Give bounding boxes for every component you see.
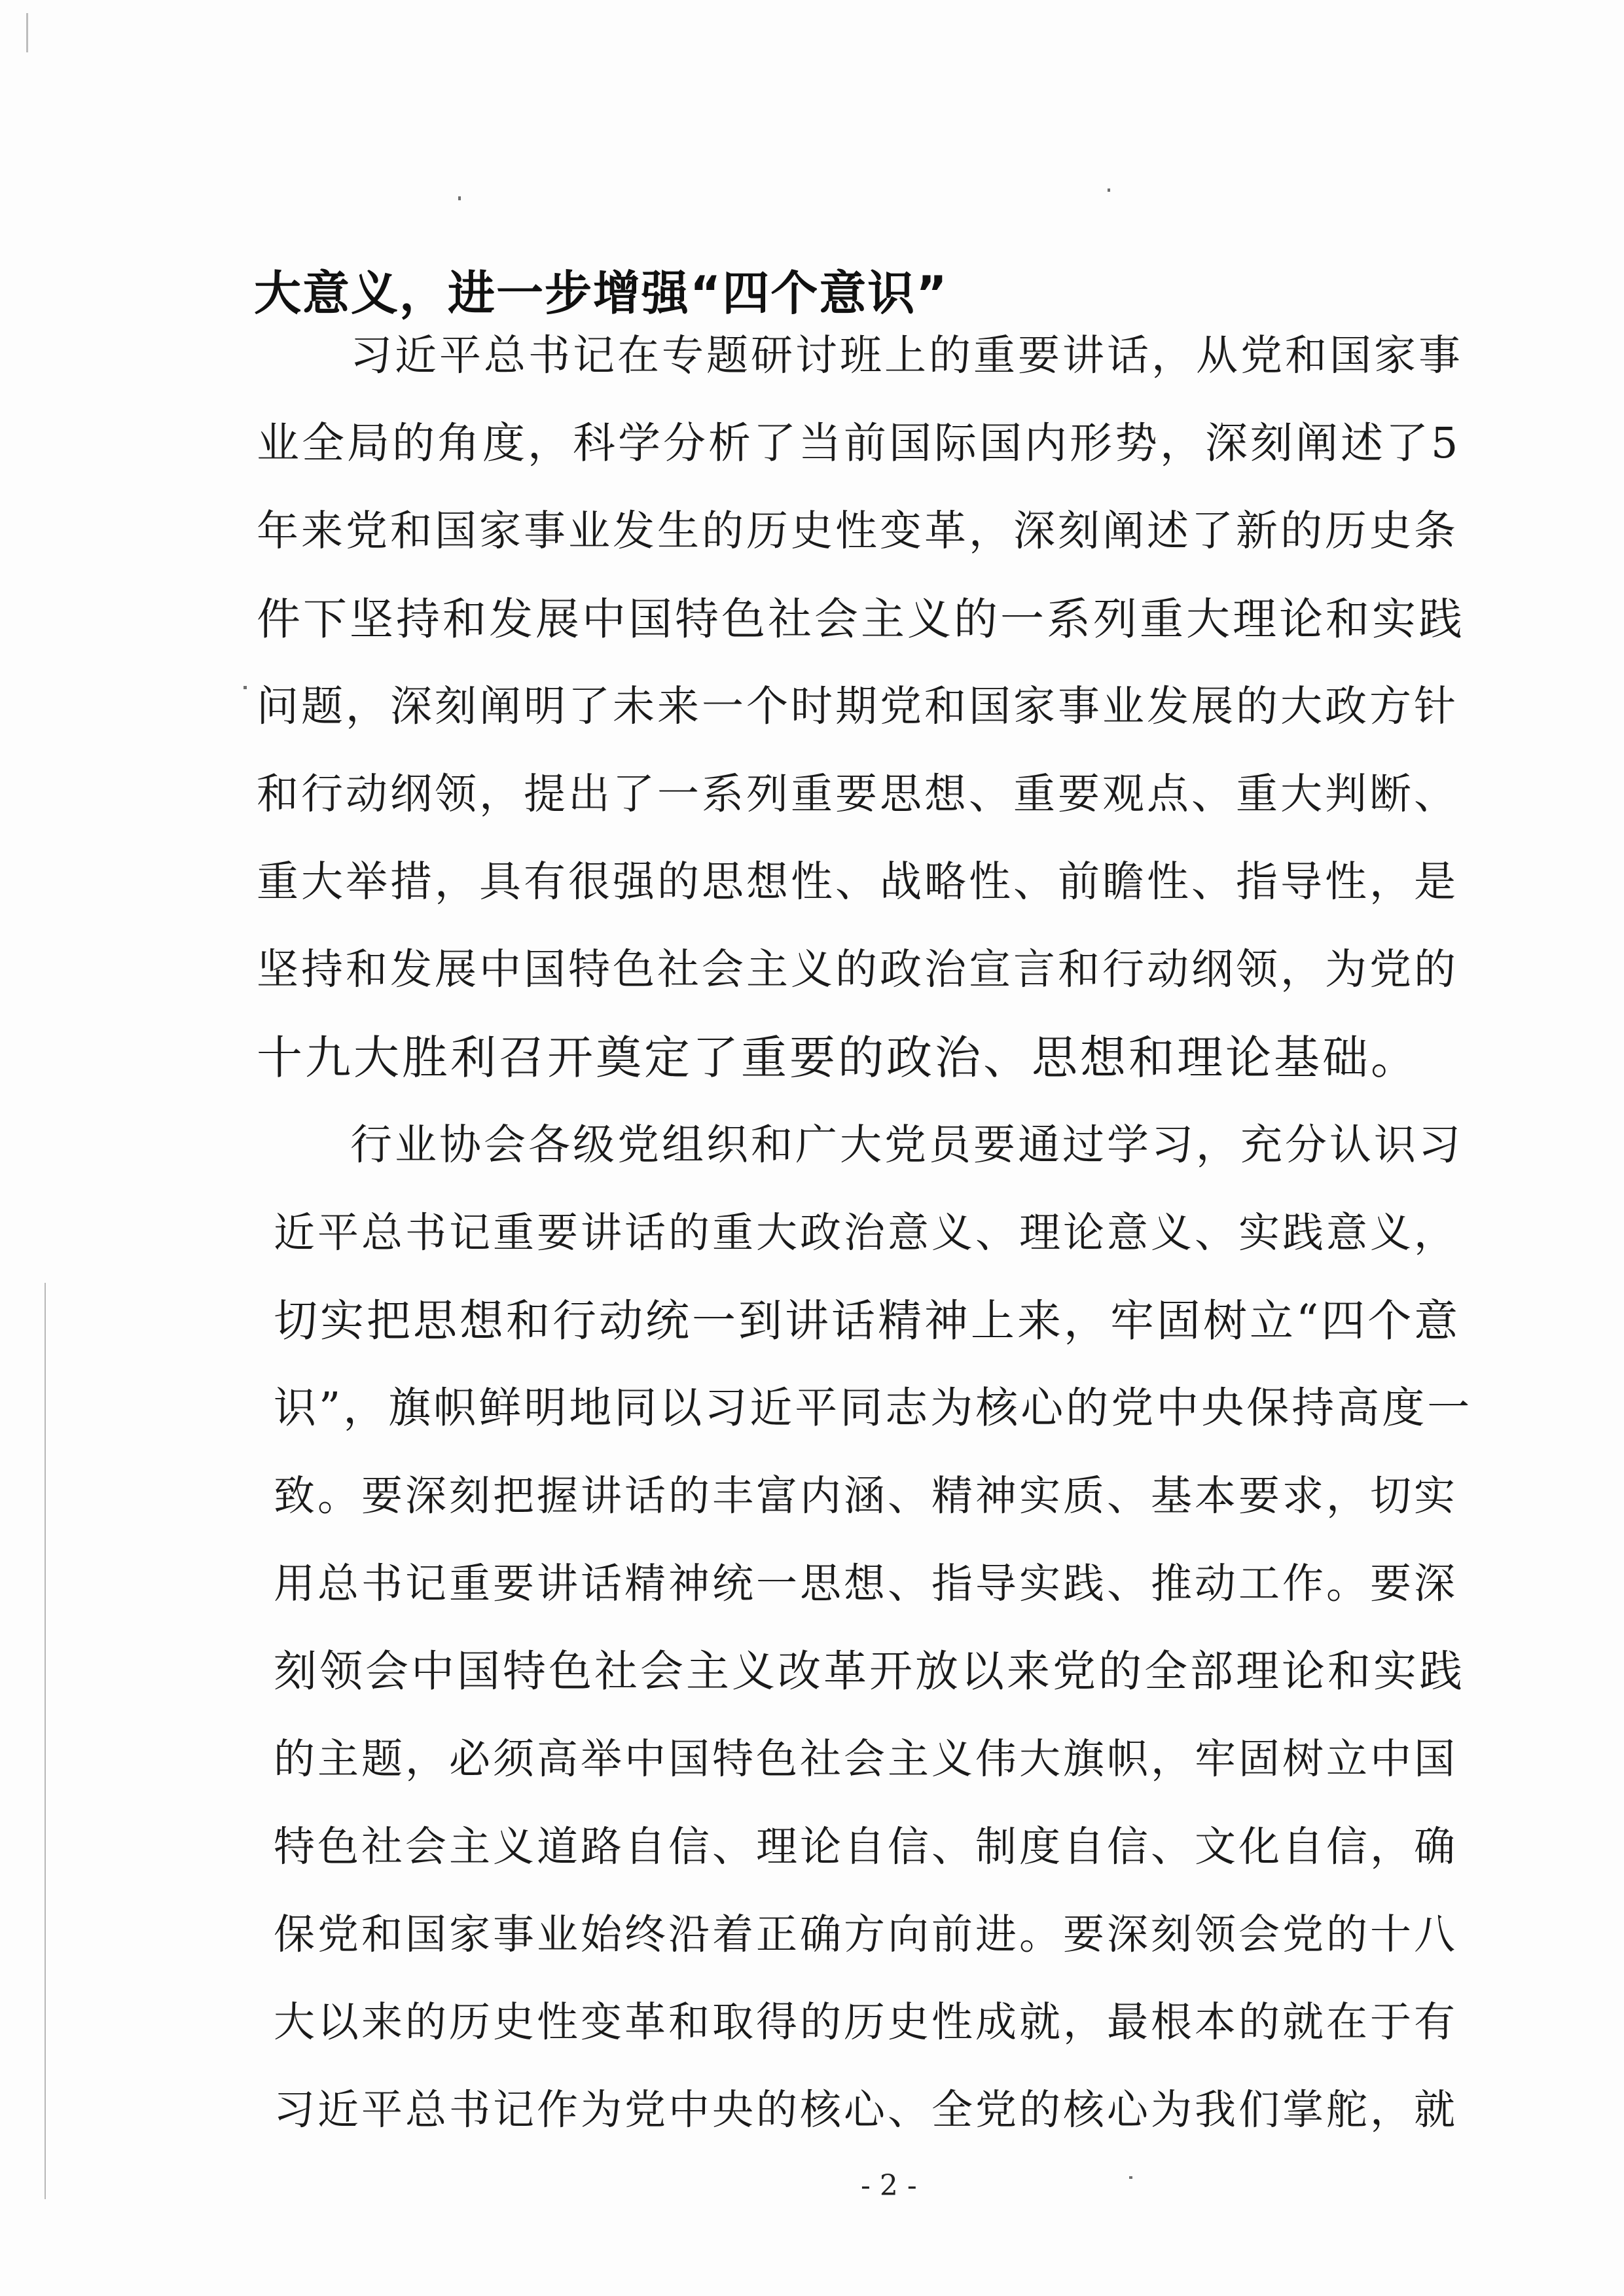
- paragraph-1-line-5: 问题，深刻阐明了未来一个时期党和国家事业发展的大政方针: [257, 683, 1458, 731]
- paragraph-2-line-9: 特色社会主义道路自信、理论自信、制度自信、文化自信，确: [274, 1823, 1458, 1871]
- paragraph-1-line-9: 十九大胜利召开奠定了重要的政治、思想和理论基础。: [257, 1031, 1419, 1085]
- paragraph-2-line-10: 保党和国家事业始终沿着正确方向前进。要深刻领会党的十八: [274, 1910, 1458, 1958]
- paragraph-2-line-4: 识”，旗帜鲜明地同以习近平同志为核心的党中央保持高度一: [274, 1384, 1473, 1433]
- scan-speck: [458, 196, 461, 200]
- paragraph-2-line-12: 习近平总书记作为党中央的核心、全党的核心为我们掌舵，就: [274, 2086, 1458, 2134]
- paragraph-1-line-2: 业全局的角度，科学分析了当前国际国内形势，深刻阐述了5: [257, 419, 1461, 468]
- paragraph-2-line-1: 行业协会各级党组织和广大党员要通过学习，充分认识习: [350, 1121, 1463, 1170]
- paragraph-2-line-11: 大以来的历史性变革和取得的历史性成就，最根本的就在于有: [274, 1998, 1458, 2046]
- paragraph-2-line-2: 近平总书记重要讲话的重大政治意义、理论意义、实践意义，: [274, 1209, 1458, 1257]
- paragraph-1-line-8: 坚持和发展中国特色社会主义的政治宣言和行动纲领，为党的: [257, 946, 1458, 994]
- scan-speck: [1108, 188, 1110, 192]
- paragraph-2-line-7: 刻领会中国特色社会主义改革开放以来党的全部理论和实践: [274, 1646, 1465, 1696]
- scan-edge-line: [45, 1283, 46, 2199]
- paragraph-1-line-1: 习近平总书记在专题研讨班上的重要讲话，从党和国家事: [350, 332, 1463, 380]
- paragraph-2-line-6: 用总书记重要讲话精神统一思想、指导实践、推动工作。要深: [274, 1560, 1458, 1607]
- paragraph-1-line-6: 和行动纲领，提出了一系列重要思想、重要观点、重大判断、: [257, 770, 1458, 819]
- paragraph-1-line-7: 重大举措，具有很强的思想性、战略性、前瞻性、指导性，是: [257, 858, 1458, 906]
- paragraph-1-line-3: 年来党和国家事业发生的历史性变革，深刻阐述了新的历史条: [257, 507, 1458, 556]
- paragraph-2-line-3: 切实把思想和行动统一到讲话精神上来，牢固树立“四个意: [274, 1295, 1461, 1346]
- paragraph-2-line-8: 的主题，必须高举中国特色社会主义伟大旗帜，牢固树立中国: [274, 1735, 1458, 1783]
- page-number: - 2 -: [861, 2169, 917, 2202]
- scan-speck: [26, 13, 28, 52]
- scan-speck: [244, 686, 247, 689]
- paragraph-1-line-4: 件下坚持和发展中国特色社会主义的一系列重大理论和实践: [257, 594, 1465, 645]
- scan-speck: [1129, 2176, 1132, 2179]
- section-heading: 大意义，进一步增强“四个意识”: [254, 266, 948, 321]
- paragraph-2-line-5: 致。要深刻把握讲话的丰富内涵、精神实质、基本要求，切实: [274, 1472, 1458, 1520]
